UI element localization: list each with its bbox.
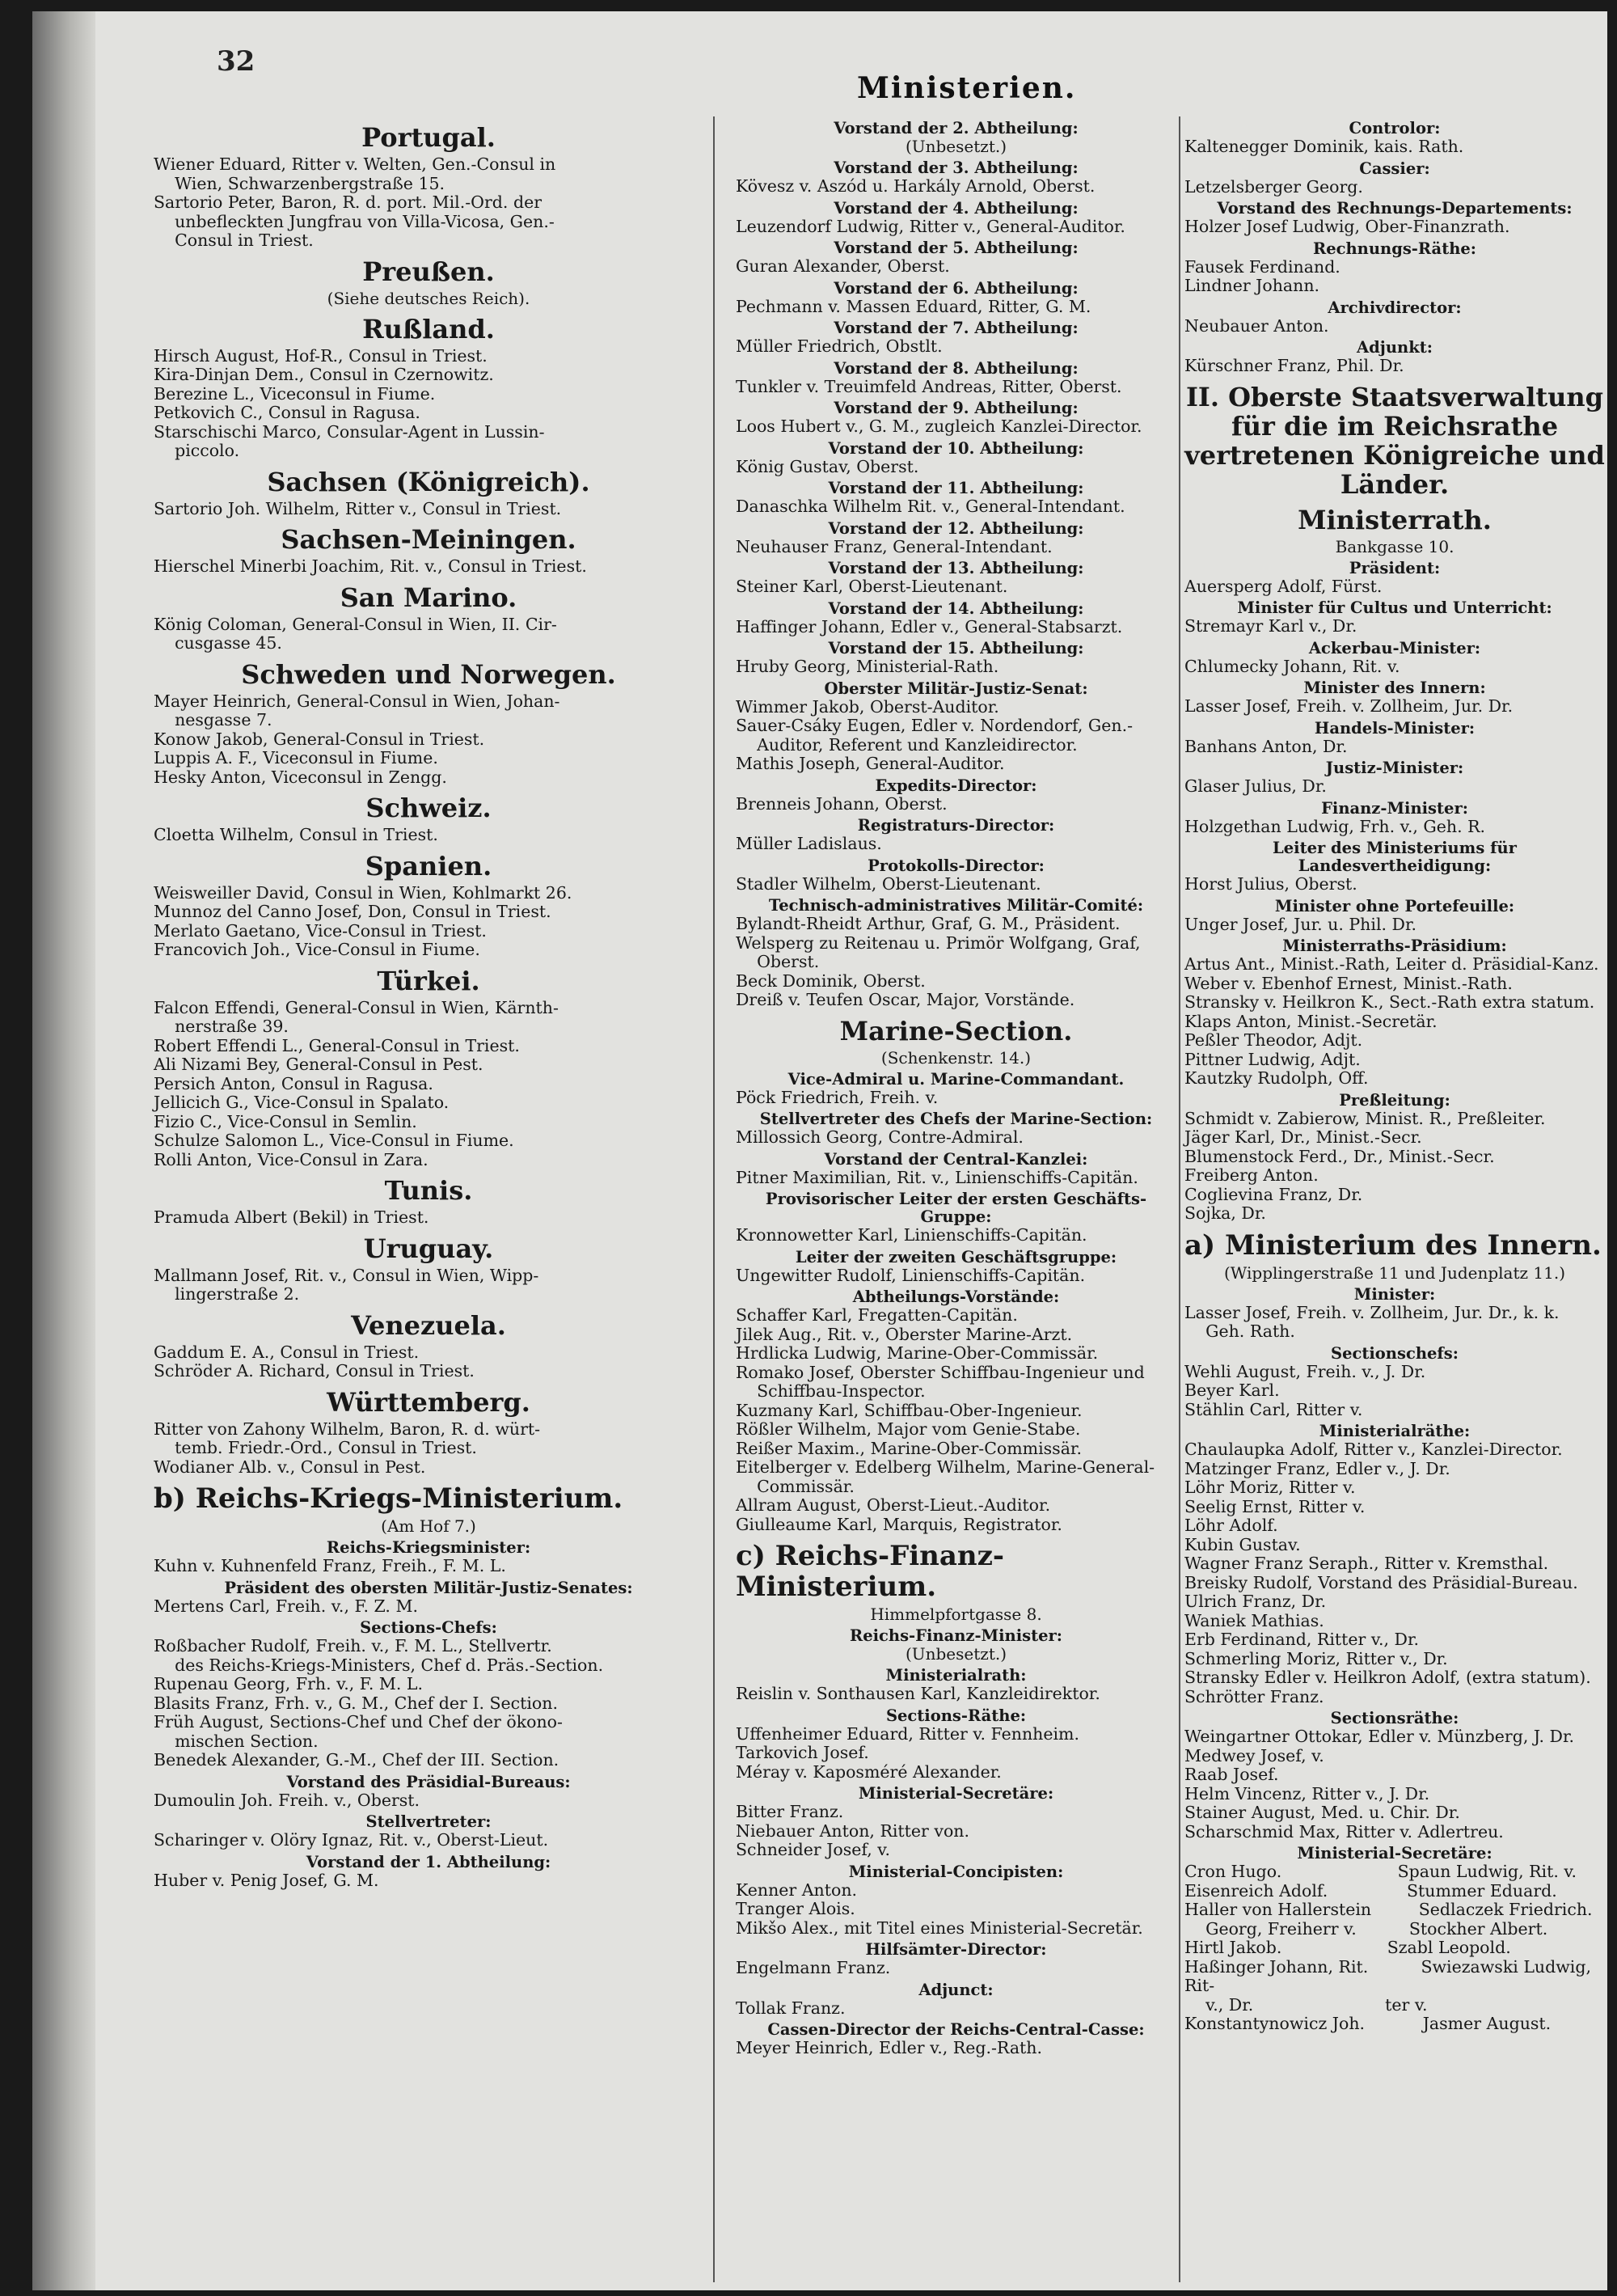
office-label: Vorstand des Rechnungs-Departements: bbox=[1217, 199, 1573, 218]
entry: Fausek Ferdinand. bbox=[1184, 256, 1340, 277]
entry: Coglievina Franz, Dr. bbox=[1184, 1184, 1363, 1204]
entry: Kubin Gustav. bbox=[1184, 1534, 1301, 1554]
entry: Auersperg Adolf, Fürst. bbox=[1184, 576, 1383, 596]
section-heading: Sachsen (Königreich). bbox=[267, 466, 590, 497]
entry: Persich Anton, Consul in Ragusa. bbox=[154, 1073, 433, 1093]
office-label: Cassier: bbox=[1359, 159, 1430, 178]
office-label: Finanz-Minister: bbox=[1321, 798, 1468, 818]
section-heading: II. Oberste Staatsverwaltung für die im Reichsrathe vertretenen Königreiche und Länder. bbox=[1184, 381, 1605, 500]
section-heading: Sachsen-Meiningen. bbox=[281, 524, 576, 555]
entry: Eitelberger v. Edelberg Wilhelm, Marine-General- Commissär. bbox=[736, 1457, 1155, 1496]
entry: Allram August, Oberst-Lieut.-Auditor. bbox=[736, 1495, 1051, 1515]
entry: Scharinger v. Olöry Ignaz, Rit. v., Oberst-Lieut. bbox=[154, 1830, 549, 1850]
entry: Stransky Edler v. Heilkron Adolf, (extra statum). bbox=[1184, 1668, 1591, 1687]
entry: Ungewitter Rudolf, Linienschiffs-Capitän. bbox=[736, 1265, 1086, 1285]
entry: Schaffer Karl, Fregatten-Capitän. bbox=[736, 1305, 1018, 1325]
office-label: Abtheilungs-Vorstände: bbox=[852, 1288, 1060, 1306]
entry: Lasser Josef, Freih. v. Zollheim, Jur. Dr. bbox=[1184, 696, 1514, 716]
entry: Tarkovich Josef. bbox=[736, 1743, 869, 1762]
entry: Leuzendorf Ludwig, Ritter v., General-Auditor. bbox=[736, 216, 1125, 236]
office-label: Vorstand der 13. Abtheilung: bbox=[828, 559, 1084, 577]
office-label: Leiter des Ministeriums für Landesvertheidigung: bbox=[1273, 839, 1517, 875]
office-label: Justiz-Minister: bbox=[1325, 759, 1464, 777]
office-label: Vorstand des Präsidial-Bureaus: bbox=[286, 1772, 571, 1791]
office-label: Minister für Cultus und Unterricht: bbox=[1237, 598, 1552, 617]
entry: Munnoz del Canno Josef, Don, Consul in Triest. bbox=[154, 902, 551, 921]
office-label: Vorstand der 5. Abtheilung: bbox=[834, 239, 1079, 257]
entry: Guran Alexander, Oberst. bbox=[736, 256, 950, 276]
entry: Berezine L., Viceconsul in Fiume. bbox=[154, 383, 436, 404]
entry: Engelmann Franz. bbox=[736, 1958, 891, 1977]
office-label: Vorstand der 14. Abtheilung: bbox=[828, 598, 1084, 618]
entry: Konow Jakob, General-Consul in Triest. bbox=[154, 729, 485, 749]
office-label: Vorstand der Central-Kanzlei: bbox=[824, 1149, 1088, 1169]
office-label: Expedits-Director: bbox=[875, 776, 1037, 795]
entry: Falcon Effendi, General-Consul in Wien, Kärnth- nerstraße 39. bbox=[154, 997, 559, 1036]
entry: Pechmann v. Massen Eduard, Ritter, G. M. bbox=[736, 296, 1091, 316]
entry: Pitner Maximilian, Rit. v., Linienschiffs-Capitän. bbox=[736, 1167, 1138, 1187]
section-heading: Marine-Section. bbox=[839, 1015, 1073, 1047]
entry: Unger Josef, Jur. u. Phil. Dr. bbox=[1184, 914, 1417, 934]
entry: Müller Ladislaus. bbox=[736, 834, 882, 853]
entry: Pittner Ludwig, Adjt. bbox=[1184, 1049, 1361, 1069]
entry: Pöck Friedrich, Freih. v. bbox=[736, 1087, 939, 1107]
ministry-heading: a) Ministerium des Innern. bbox=[1184, 1228, 1602, 1262]
office-label: Provisorischer Leiter der ersten Geschäfts-Gruppe: bbox=[765, 1190, 1147, 1226]
entry: Steiner Karl, Oberst-Lieutenant. bbox=[736, 577, 1008, 596]
entry: Hierschel Minerbi Joachim, Rit. v., Consul in Triest. bbox=[154, 556, 587, 576]
entry: Kenner Anton. bbox=[736, 1880, 858, 1900]
column-middle bbox=[736, 116, 1176, 2058]
entry: Stransky v. Heilkron K., Sect.-Rath extra statum. bbox=[1184, 992, 1595, 1012]
office-label: Ministerial-Secretäre: bbox=[858, 1784, 1054, 1803]
running-head: Ministerien. bbox=[857, 71, 1077, 105]
office-label: Vorstand der 3. Abtheilung: bbox=[834, 159, 1079, 177]
section-heading: Spanien. bbox=[365, 850, 492, 882]
office-label: Reichs-Kriegsminister: bbox=[326, 1538, 531, 1557]
entry: Meyer Heinrich, Edler v., Reg.-Rath. bbox=[736, 2038, 1042, 2057]
entry: Roßbacher Rudolf, Freih. v., F. M. L., Stellvertr. des Reichs-Kriegs-Ministers, Chef d. Präs.-Section. bbox=[154, 1636, 604, 1675]
entry: Haffinger Johann, Edler v., General-Stabsarzt. bbox=[736, 616, 1123, 636]
office-label: Ackerbau-Minister: bbox=[1308, 638, 1481, 658]
entry: Müller Friedrich, Obstlt. bbox=[736, 336, 943, 356]
entry: Seelig Ernst, Ritter v. bbox=[1184, 1496, 1366, 1516]
entry: Schmerling Moriz, Ritter v., Dr. bbox=[1184, 1648, 1448, 1668]
section-heading: Uruguay. bbox=[363, 1233, 494, 1264]
entry: Ulrich Franz, Dr. bbox=[1184, 1592, 1327, 1611]
page-number: 32 bbox=[217, 45, 255, 78]
entry: Stadler Wilhelm, Oberst-Lieutenant. bbox=[736, 873, 1041, 894]
entry: Kuzmany Karl, Schiffbau-Ober-Ingenieur. bbox=[736, 1400, 1083, 1420]
entry: Mertens Carl, Freih. v., F. Z. M. bbox=[154, 1596, 418, 1616]
office-label: Reichs-Finanz-Minister: bbox=[850, 1626, 1062, 1645]
entry: Mikšo Alex., mit Titel eines Ministerial-Secretär. bbox=[736, 1918, 1143, 1938]
entry: Medwey Josef, v. bbox=[1184, 1745, 1324, 1765]
entry: Beck Dominik, Oberst. bbox=[736, 970, 926, 991]
entry: Cloetta Wilhelm, Consul in Triest. bbox=[154, 825, 438, 844]
entry: Giulleaume Karl, Marquis, Registrator. bbox=[736, 1514, 1062, 1534]
entry: Wimmer Jakob, Oberst-Auditor. bbox=[736, 696, 999, 717]
entry: Danaschka Wilhelm Rit. v., General-Intendant. bbox=[736, 497, 1125, 516]
column-rule-left bbox=[713, 116, 715, 2282]
office-label: Vorstand der 10. Abtheilung: bbox=[828, 438, 1084, 458]
section-heading: Schweiz. bbox=[365, 793, 492, 823]
entry: Merlato Gaetano, Vice-Consul in Triest. bbox=[154, 920, 487, 941]
entry: Kürschner Franz, Phil. Dr. bbox=[1184, 356, 1404, 375]
column-rule-right bbox=[1179, 116, 1180, 2282]
office-label: Vorstand der 12. Abtheilung: bbox=[828, 518, 1084, 538]
entry: Banhans Anton, Dr. bbox=[1184, 736, 1348, 756]
entry: Robert Effendi L., General-Consul in Triest. bbox=[154, 1035, 520, 1055]
office-label: Vorstand der 1. Abtheilung: bbox=[306, 1852, 551, 1871]
entry: Mathis Joseph, General-Auditor. bbox=[736, 754, 1005, 773]
entry: Weingartner Ottokar, Edler v. Münzberg, J. Dr. bbox=[1184, 1727, 1575, 1746]
office-label: Minister: bbox=[1353, 1284, 1436, 1304]
entry: Millossich Georg, Contre-Admiral. bbox=[736, 1127, 1024, 1147]
entry: Bylandt-Rheidt Arthur, Graf, G. M., Präsident. bbox=[736, 914, 1121, 933]
entry: Francovich Joh., Vice-Consul in Fiume. bbox=[154, 940, 480, 959]
office-label: Ministerial-Concipisten: bbox=[848, 1862, 1064, 1881]
ministry-heading: b) Reichs-Kriegs-Ministerium. bbox=[154, 1482, 623, 1515]
office-label: Oberster Militär-Justiz-Senat: bbox=[824, 679, 1088, 698]
entry: Schulze Salomon L., Vice-Consul in Fiume. bbox=[154, 1131, 514, 1150]
section-heading: Türkei. bbox=[377, 965, 480, 996]
entry: Stählin Carl, Ritter v. bbox=[1184, 1399, 1363, 1419]
office-label: Vorstand der 4. Abtheilung: bbox=[834, 198, 1079, 218]
entry: Letzelsberger Georg. bbox=[1184, 176, 1363, 197]
office-label: Protokolls-Director: bbox=[868, 856, 1045, 875]
office-label: Präsident des obersten Militär-Justiz-Senates: bbox=[224, 1578, 633, 1597]
page-binding-shadow bbox=[32, 11, 95, 2290]
address-note: (Wipplingerstraße 11 und Judenplatz 11.) bbox=[1223, 1262, 1566, 1283]
entry: Helm Vincenz, Ritter v., J. Dr. bbox=[1184, 1783, 1430, 1803]
office-label: Adjunkt: bbox=[1357, 338, 1433, 357]
office-label: Vorstand der 7. Abtheilung: bbox=[834, 319, 1079, 337]
entry: Sartorio Peter, Baron, R. d. port. Mil.-Ord. der unbefleckten Jungfrau von Villa-Vicosa, Gen.- Consul in Triest. bbox=[154, 192, 555, 250]
entry: König Gustav, Oberst. bbox=[736, 456, 919, 476]
entry: Tranger Alois. bbox=[736, 1899, 855, 1918]
entry: Breisky Rudolf, Vorstand des Präsidial-Bureau. bbox=[1184, 1572, 1578, 1592]
entry: Méray v. Kaposméré Alexander. bbox=[736, 1761, 1002, 1782]
section-heading: Schweden und Norwegen. bbox=[241, 658, 616, 690]
entry: König Coloman, General-Consul in Wien, II. Cir- cusgasse 45. bbox=[154, 614, 557, 653]
office-label: Vice-Admiral u. Marine-Commandant. bbox=[787, 1069, 1125, 1089]
office-label: Vorstand der 15. Abtheilung: bbox=[828, 639, 1084, 658]
entry: Weber v. Ebenhof Ernest, Minist.-Rath. bbox=[1184, 973, 1513, 993]
entry: Sojka, Dr. bbox=[1184, 1203, 1266, 1223]
entry: v., Dr. ter v. bbox=[1184, 1994, 1428, 2015]
section-heading: Portugal. bbox=[361, 122, 496, 153]
book-page bbox=[32, 11, 1607, 2290]
office-label: Rechnungs-Räthe: bbox=[1313, 239, 1476, 258]
entry: Matzinger Franz, Edler v., J. Dr. bbox=[1184, 1458, 1450, 1478]
entry: Hruby Georg, Ministerial-Rath. bbox=[736, 657, 999, 676]
entry: Schröder A. Richard, Consul in Triest. bbox=[154, 1361, 475, 1381]
entry: Jäger Karl, Dr., Minist.-Secr. bbox=[1184, 1127, 1422, 1147]
entry: Waniek Mathias. bbox=[1184, 1610, 1324, 1630]
entry: Löhr Adolf. bbox=[1184, 1516, 1278, 1535]
entry: Hesky Anton, Viceconsul in Zengg. bbox=[154, 767, 447, 787]
section-heading: Württemberg. bbox=[327, 1386, 530, 1418]
office-label: Sectionsräthe: bbox=[1330, 1709, 1459, 1727]
entry: Löhr Moriz, Ritter v. bbox=[1184, 1478, 1356, 1497]
address-note: (Schenkenstr. 14.) bbox=[880, 1047, 1032, 1068]
address-note: Bankgasse 10. bbox=[1335, 536, 1454, 556]
office-label: Technisch-administratives Militär-Comité: bbox=[768, 896, 1144, 915]
office-label: Präsident: bbox=[1349, 558, 1441, 577]
entry: Huber v. Penig Josef, G. M. bbox=[154, 1870, 379, 1890]
entry: Mayer Heinrich, General-Consul in Wien, Johan- nesgasse 7. bbox=[154, 691, 560, 729]
entry: Blumenstock Ferd., Dr., Minist.-Secr. bbox=[1184, 1146, 1495, 1166]
entry: Benedek Alexander, G.-M., Chef der III. Section. bbox=[154, 1750, 559, 1770]
entry: Gaddum E. A., Consul in Triest. bbox=[154, 1342, 420, 1362]
entry: Kira-Dinjan Dem., Consul in Czernowitz. bbox=[154, 365, 494, 384]
entry: Eisenreich Adolf. Stummer Eduard. bbox=[1184, 1880, 1557, 1901]
entry: Lindner Johann. bbox=[1184, 276, 1320, 295]
entry: Stremayr Karl v., Dr. bbox=[1184, 616, 1357, 636]
entry: Luppis A. F., Viceconsul in Fiume. bbox=[154, 748, 438, 767]
entry: Neuhauser Franz, General-Intendant. bbox=[736, 536, 1053, 556]
office-label: Sections-Räthe: bbox=[885, 1706, 1027, 1725]
address-note: (Siehe deutsches Reich). bbox=[327, 288, 530, 308]
office-label: Sections-Chefs: bbox=[360, 1618, 497, 1637]
office-label: Sectionschefs: bbox=[1331, 1343, 1459, 1363]
office-label: Ministerraths-Präsidium: bbox=[1282, 937, 1507, 955]
entry: Klaps Anton, Minist.-Secretär. bbox=[1184, 1011, 1438, 1031]
entry: Hrdlicka Ludwig, Marine-Ober-Commissär. bbox=[736, 1343, 1099, 1363]
entry: Georg, Freiherr v. Stockher Albert. bbox=[1184, 1918, 1548, 1939]
entry: Kautzky Rudolph, Off. bbox=[1184, 1068, 1369, 1088]
office-label: Preßleitung: bbox=[1339, 1090, 1450, 1110]
entry: Fizio C., Vice-Consul in Semlin. bbox=[154, 1111, 417, 1131]
entry: Glaser Julius, Dr. bbox=[1184, 776, 1327, 796]
entry: Ali Nizami Bey, General-Consul in Pest. bbox=[154, 1055, 483, 1074]
section-heading: Rußland. bbox=[362, 313, 495, 345]
entry: Reißer Maxim., Marine-Ober-Commissär. bbox=[736, 1438, 1082, 1458]
section-heading: San Marino. bbox=[340, 581, 517, 613]
entry: Kuhn v. Kuhnenfeld Franz, Freih., F. M. L. bbox=[154, 1556, 506, 1575]
entry: Petkovich C., Consul in Ragusa. bbox=[154, 403, 420, 422]
office-label: Controlor: bbox=[1349, 119, 1441, 137]
entry: Hirtl Jakob. Szabl Leopold. bbox=[1184, 1938, 1511, 1957]
address-note: (Unbesetzt.) bbox=[905, 137, 1007, 156]
entry: Chlumecky Johann, Rit. v. bbox=[1184, 656, 1400, 676]
entry: Konstantynowicz Joh. Jasmer August. bbox=[1184, 2014, 1552, 2033]
section-heading: Ministerrath. bbox=[1298, 504, 1492, 535]
office-label: Cassen-Director der Reichs-Central-Casse: bbox=[767, 2020, 1145, 2039]
entry: Jellicich G., Vice-Consul in Spalato. bbox=[154, 1093, 450, 1112]
section-heading: Preußen. bbox=[362, 256, 495, 287]
address-note: Himmelpfortgasse 8. bbox=[870, 1605, 1042, 1624]
office-label: Minister ohne Portefeuille: bbox=[1274, 896, 1515, 915]
entry: Peßler Theodor, Adjt. bbox=[1184, 1030, 1363, 1050]
entry: Haßinger Johann, Rit. Swiezawski Ludwig, Rit- bbox=[1184, 1956, 1597, 1995]
entry: Uffenheimer Eduard, Ritter v. Fennheim. bbox=[736, 1723, 1080, 1744]
entry: Schneider Josef, v. bbox=[736, 1840, 890, 1859]
entry: Freiberg Anton. bbox=[1184, 1165, 1319, 1185]
entry: Rupenau Georg, Frh. v., F. M. L. bbox=[154, 1674, 424, 1693]
office-label: Stellvertreter: bbox=[365, 1812, 492, 1831]
column-left bbox=[154, 116, 703, 1890]
entry: Jilek Aug., Rit. v., Oberster Marine-Arzt. bbox=[736, 1324, 1073, 1344]
entry: Hirsch August, Hof-R., Consul in Triest. bbox=[154, 345, 488, 366]
office-label: Minister des Innern: bbox=[1303, 679, 1486, 697]
entry: Früh August, Sections-Chef und Chef der ökono- mischen Section. bbox=[154, 1712, 563, 1751]
office-label: Handels-Minister: bbox=[1314, 718, 1476, 738]
entry: Scharschmid Max, Ritter v. Adlertreu. bbox=[1184, 1821, 1504, 1841]
entry: Artus Ant., Minist.-Rath, Leiter d. Präsidial-Kanz. bbox=[1184, 954, 1599, 974]
entry: Weisweiller David, Consul in Wien, Kohlmarkt 26. bbox=[154, 882, 572, 903]
entry: Rößler Wilhelm, Major vom Genie-Stabe. bbox=[736, 1419, 1081, 1439]
entry: Schrötter Franz. bbox=[1184, 1686, 1324, 1706]
ministry-heading: c) Reichs-Finanz-Ministerium. bbox=[736, 1540, 1005, 1603]
entry: Erb Ferdinand, Ritter v., Dr. bbox=[1184, 1630, 1420, 1649]
entry: Holzer Josef Ludwig, Ober-Finanzrath. bbox=[1184, 217, 1510, 236]
entry: Wagner Franz Seraph., Ritter v. Kremsthal. bbox=[1184, 1554, 1549, 1573]
address-note: (Unbesetzt.) bbox=[905, 1644, 1007, 1664]
entry: Haller von Hallerstein Sedlaczek Friedrich. bbox=[1184, 1900, 1593, 1919]
entry: Schmidt v. Zabierow, Minist. R., Preßleiter. bbox=[1184, 1108, 1546, 1128]
office-label: Vorstand der 11. Abtheilung: bbox=[828, 479, 1084, 497]
office-label: Vorstand der 9. Abtheilung: bbox=[834, 399, 1079, 417]
entry: Dumoulin Joh. Freih. v., Oberst. bbox=[154, 1790, 420, 1810]
entry: Loos Hubert v., G. M., zugleich Kanzlei-Director. bbox=[736, 416, 1142, 436]
entry: Niebauer Anton, Ritter von. bbox=[736, 1820, 970, 1841]
entry: Starschischi Marco, Consular-Agent in Lussin- piccolo. bbox=[154, 421, 545, 460]
entry: Stainer August, Med. u. Chir. Dr. bbox=[1184, 1803, 1460, 1822]
address-note: (Am Hof 7.) bbox=[381, 1516, 476, 1536]
entry: Beyer Karl. bbox=[1184, 1381, 1280, 1400]
section-heading: Tunis. bbox=[384, 1175, 473, 1206]
entry: Reislin v. Sonthausen Karl, Kanzleidirektor. bbox=[736, 1684, 1100, 1703]
office-label: Vorstand der 2. Abtheilung: bbox=[834, 119, 1079, 137]
office-label: Hilfsämter-Director: bbox=[865, 1940, 1047, 1959]
office-label: Ministerial-Secretäre: bbox=[1297, 1844, 1492, 1863]
entry: Blasits Franz, Frh. v., G. M., Chef der I. Section. bbox=[154, 1693, 558, 1713]
office-label: Adjunct: bbox=[918, 1980, 994, 1999]
entry: Kronnowetter Karl, Linienschiffs-Capitän. bbox=[736, 1225, 1087, 1245]
entry: Neubauer Anton. bbox=[1184, 315, 1329, 336]
entry: Holzgethan Ludwig, Frh. v., Geh. R. bbox=[1184, 816, 1486, 836]
entry: Tunkler v. Treuimfeld Andreas, Ritter, Oberst. bbox=[736, 376, 1122, 396]
section-heading: Venezuela. bbox=[351, 1309, 506, 1341]
entry: Kövesz v. Aszód u. Harkály Arnold, Oberst. bbox=[736, 176, 1096, 196]
entry: Chaulaupka Adolf, Ritter v., Kanzlei-Director. bbox=[1184, 1440, 1563, 1459]
office-label: Ministerialrath: bbox=[885, 1666, 1027, 1685]
entry: Pramuda Albert (Bekil) in Triest. bbox=[154, 1207, 429, 1227]
entry: Ritter von Zahony Wilhelm, Baron, R. d. würt- temb. Friedr.-Ord., Consul in Triest. bbox=[154, 1419, 541, 1457]
office-label: Vorstand der 8. Abtheilung: bbox=[834, 358, 1079, 378]
entry: Sauer-Csáky Eugen, Edler v. Nordendorf, Gen.- Auditor, Referent und Kanzleidirector. bbox=[736, 716, 1134, 755]
office-label: Ministerialräthe: bbox=[1319, 1422, 1471, 1440]
entry: Raab Josef. bbox=[1184, 1765, 1279, 1784]
entry: Wodianer Alb. v., Consul in Pest. bbox=[154, 1457, 426, 1477]
office-label: Leiter der zweiten Geschäftsgruppe: bbox=[795, 1247, 1117, 1266]
entry: Mallmann Josef, Rit. v., Consul in Wien, Wipp- lingerstraße 2. bbox=[154, 1265, 539, 1304]
entry: Kaltenegger Dominik, kais. Rath. bbox=[1184, 137, 1464, 156]
entry: Wehli August, Freih. v., J. Dr. bbox=[1184, 1361, 1426, 1381]
entry: Lasser Josef, Freih. v. Zollheim, Jur. Dr., k. k. Geh. Rath. bbox=[1184, 1302, 1560, 1341]
entry: Cron Hugo. Spaun Ludwig, Rit. v. bbox=[1184, 1862, 1577, 1881]
entry: Sartorio Joh. Wilhelm, Ritter v., Consul in Triest. bbox=[154, 498, 562, 518]
entry: Rolli Anton, Vice-Consul in Zara. bbox=[154, 1149, 429, 1169]
entry: Dreiß v. Teufen Oscar, Major, Vorstände. bbox=[736, 990, 1075, 1009]
entry: Tollak Franz. bbox=[736, 1998, 846, 2018]
entry: Romako Josef, Oberster Schiffbau-Ingenieur und Schiffbau-Inspector. bbox=[736, 1362, 1145, 1401]
office-label: Archivdirector: bbox=[1328, 298, 1462, 317]
entry: Brenneis Johann, Oberst. bbox=[736, 793, 948, 814]
office-label: Stellvertreter des Chefs der Marine-Section: bbox=[759, 1110, 1153, 1128]
entry: Horst Julius, Oberst. bbox=[1184, 874, 1357, 894]
entry: Welsperg zu Reitenau u. Primör Wolfgang, Graf, Oberst. bbox=[736, 932, 1141, 971]
column-right bbox=[1184, 116, 1605, 2034]
office-label: Vorstand der 6. Abtheilung: bbox=[834, 278, 1079, 298]
office-label: Registraturs-Director: bbox=[857, 816, 1055, 835]
entry: Bitter Franz. bbox=[736, 1802, 844, 1821]
entry: Wiener Eduard, Ritter v. Welten, Gen.-Consul in Wien, Schwarzenbergstraße 15. bbox=[154, 154, 556, 193]
